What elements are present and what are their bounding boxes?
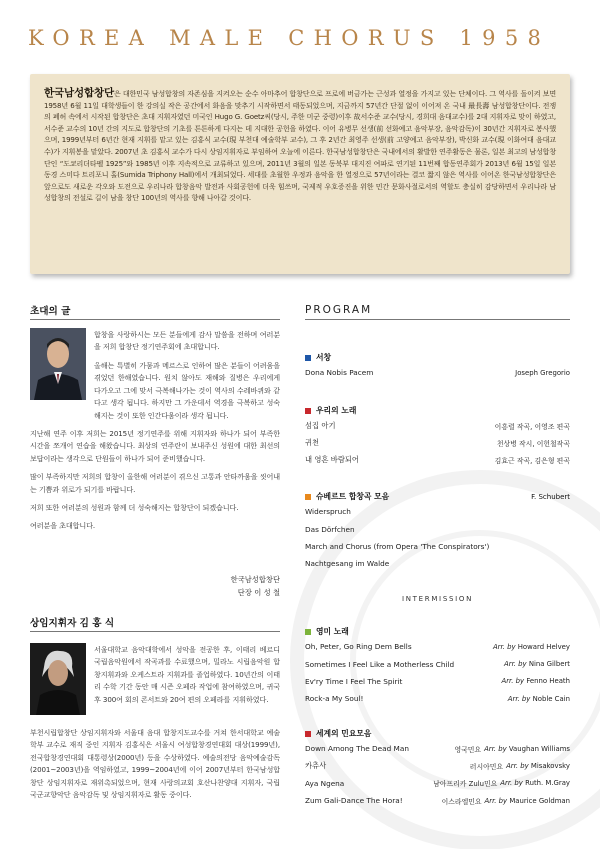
arr-prefix: Arr. by [484,796,508,805]
item-arranger [485,797,570,805]
program-item [305,792,570,809]
item-origin: 남아프리카 Zulu민요 [433,780,498,789]
item-arranger [484,745,570,753]
item-origin: 이스라엘민요 [441,797,482,806]
sign-org: 한국남성합창단 [230,575,280,584]
item-title: Aya Ngena [305,778,345,788]
arranger-name: Noble Cain [532,694,570,703]
group-color-marker [305,408,311,414]
group-color-marker [305,629,311,635]
program-item [305,417,570,434]
program-item [305,775,570,792]
item-arranger [506,762,570,770]
program-divider [305,319,570,320]
arranger-name: Ruth. M.Gray [525,779,570,788]
group-name: 영미 노래 [316,627,349,636]
conductor-para-1: 서울대학교 음악대학에서 성악을 전공한 후, 이태리 베르디 국립음악원에서 작곡과를 수료했으며, 밀라노 시립음악원 합창지휘과와 오케스트라 지휘과를 졸업하였다. 10년간의 이태리 수학 기간 동안 매 시즌 오페라 작업에 참여하였으며, 귀국 후 300여 회의 콘서트와 20여 편의 오페라를 지휘하였다. [94,645,280,704]
item-composer: 김효근 작곡, 김은형 편곡 [494,457,570,466]
arr-prefix: Arr. by [507,694,531,703]
item-title: Ev'ry Time I Feel The Spirit [305,676,403,686]
group-color-marker [305,355,311,361]
item-composer: 이흥렬 작곡, 이영조 편곡 [494,422,570,431]
history-lead: 한국남성합창단 [44,87,114,99]
group-name: 세계의 민요모음 [316,729,372,738]
item-title: 내 영혼 바람되어 [305,455,359,465]
program-item [305,555,570,572]
greeting-signature [130,573,280,599]
group-heading [305,490,570,503]
arr-prefix: Arr. by [500,779,523,788]
arr-prefix: Arr. by [504,660,527,669]
item-composer: 천상병 작시, 이헌철작곡 [496,440,570,449]
program-group-4 [305,625,570,708]
greeting-divider [30,319,280,320]
arranger-name: Fenno Heath [526,677,570,686]
history-text: 은 대한민국 남성합창의 자존심을 지켜오는 순수 아마추어 합창단으로 프로에 버금가는 근성과 열정을 가지고 있는 단체이다. 그 역사를 돌이켜 보면 1958년 6월 11일 대학생들이 한 강의실 작은 공간에서 화음을 맞추기 시작하면서 태동되었으며, 지금까지 57년간 단절 없이 이어져 온 국내 最長壽 남성합창단이다. 전쟁의 폐허 속에서 시작된 합창단은 초대 지휘자였던 미국인 Hugo G. Goetz씨(당시, 주한 미군 중령)이후 故서수준 교수(당시, 경희대 음대교수)를 2대 지휘자로 맞이 하였고, 서수준 교수의 10년 간의 지도로 합창단의 기초를 튼튼하게 다지는 데 지대한 공헌을 하였다. 이어 유병무 선생(前 선화예고 음악부장, 음악감독)이 30년간 지휘자로 봉사했으며, 1999년부터 6년간 현재 지휘를 맡고 있는 김홍식 교수(現 부천대 예술학부 교수), 그 후 2년간 최영주 선생(前 고양예고 음악부장), 박신화 교수(現 이화여대 음대교수)가 지휘봉을 맡았다. 2007년 초 김홍식 교수가 다시 상임지휘자로 부임하여 오늘에 이른다. 한국남성합창단은 국내에서의 활발한 연주활동은 물론, 일본 최고의 남성합창단인 “도쿄리더타펠 1925”와 1985년 이후 지속적으로 교류하고 있으며, 2011년 3월의 일본 동북부 대지진 여파로 연기된 11번째 합동연주회가 2013년 6월 15일 일본 동경 스미다 트리포니 홀(Sumida Triphony Hall)에서 개최되었다. 세대를 초월한 우정과 음악을 한 열정으로 57년이라는 결코 짧지 않은 역사를 이어온 한국남성합창단은 앞으로도 새로운 각오와 도전으로 우리나라 합창음악 발전과 사회공헌에 더욱 힘쓰며, 국제적 우호증진을 위한 민간 문화사절로서의 역할도 충실히 감당하면서 우리나라 남성합창의 전설로 길이 남을 창단 100년의 역사를 향해 나아갈 것이다. [44,89,556,203]
arr-prefix: Arr. by [506,762,529,771]
item-title: 귀천 [305,438,320,448]
item-title: Das Dörfchen [305,524,355,534]
group-heading [305,404,570,417]
page-title: KOREA MALE CHORUS 1958 [28,26,551,50]
item-title: Dona Nobis Pacem [305,368,374,378]
program-item [305,655,570,672]
group-name: 우리의 노래 [316,406,357,415]
greeting-para-2: 올해는 특별히 가뭄과 메르스로 인하여 많은 분들이 어려움을 겪었던 한해였습니다. 원치 않아도 재해와 질병은 우리에게 다가오고 그에 맞서 극복해나가는 것이 역사의 수레바퀴와 같다고 생각 됩니다. 하지만 그 가운데서 역경을 극복하고 성숙해지는 것이 또한 인간다움이라 생각 됩니다. [94,361,280,420]
arr-prefix: Arr. by [501,677,525,686]
intermission-label: INTERMISSION [401,595,474,603]
item-title: 섬집 아기 [305,420,336,430]
group-heading [305,727,570,740]
group-composer: F. Schubert [531,492,570,501]
item-arranger [504,660,570,668]
greeting-para-3: 지난해 연주 이후 저희는 2015년 정기연주를 위해 지휘자와 하나가 되어 부족한 시간을 쪼개어 연습을 해왔습니다. 최상의 연주란이 보내주신 성원에 대한 최선의 보답이라는 생각으로 단원들이 하나가 되어 준비했습니다. [30,429,280,463]
group-color-marker [305,731,311,737]
item-title: Sometimes I Feel Like a Motherless Child [305,659,455,669]
group-name: 슈베르트 합창곡 모음 [316,492,390,501]
program-group-2 [305,404,570,469]
item-title: March and Chorus (from Opera 'The Conspirators') [305,541,490,551]
arranger-name: Nina Gilbert [528,660,570,669]
program-item [305,690,570,707]
arr-prefix: Arr. by [484,744,507,753]
arranger-name: Maurice Goldman [509,796,570,805]
item-arranger [493,643,570,651]
arranger-name: Vaughan Williams [508,744,570,753]
conductor-para-2: 부천시립합창단 상임지휘자와 서울대 음대 합창지도교수를 거쳐 한서대학교 예술학부 교수로 재직 중인 지휘자 김홍식은 서울시 여성합창경연대회 대상(1999년), 전국합창경연대회 대통령상(2000년) 등을 수상하였다. 예술의전당 음악예술감독(2001~2003년)을 역임하였고, 1999~2004년에 이어 2007년부터 한국남성합창단 상임지휘자로 재위촉되었으며, 현재 사랑의교회 호산나찬양대 지휘자, 국립 국군교향악단 음악감독 및 상임지휘자로 활동 중이다. [30,728,280,800]
item-title: Down Among The Dead Man [305,744,409,754]
program-group-5 [305,727,570,810]
conductor-bio-top [94,644,280,712]
arranger-name: Misakovsky [530,762,570,771]
greeting-para-1: 합창을 사랑하시는 모든 분들에게 감사 말씀을 전하며 여러분을 저희 합창단 정기연주회에 초대합니다. [94,330,280,352]
item-origin: 러시아민요 [469,763,504,772]
item-origin: 영국민요 [454,745,482,754]
greeting-body [30,360,280,539]
group-heading [305,625,570,638]
program-group-3 [305,490,570,573]
program-item [305,503,570,520]
program-item [305,520,570,537]
program-group-1 [305,351,570,381]
item-composer: Joseph Gregorio [515,368,570,377]
program-item [305,757,570,774]
greeting-para-5: 저희 또한 여러분의 성원과 함께 더 성숙해지는 합창단이 되겠습니다. [30,503,239,513]
group-heading [305,351,570,364]
conductor-heading: 상임지휘자 김 홍 식 [30,618,115,629]
item-arranger [500,779,570,787]
item-title: Zum Gali-Dance The Hora! [305,796,403,806]
item-title: Nachtgesang im Walde [305,559,390,569]
item-arranger [502,677,570,685]
program-item [305,638,570,655]
program-item [305,740,570,757]
greeting-para-4: 많이 부족하지만 저희의 합창이 올한해 여러분이 겪으신 고통과 안타까움을 씻어내는 기쁨과 위로가 되기를 바랍니다. [30,472,280,494]
program-item [305,538,570,555]
greeting-intro-top [94,329,280,360]
history-box [30,74,570,274]
arranger-name: Howard Helvey [517,642,570,651]
history-paragraph [44,88,556,204]
sign-name: 단장 이 성 철 [237,588,280,597]
item-title: 카츄사 [305,761,327,771]
program-item [305,452,570,469]
program-item [305,364,570,381]
item-title: Rock-a My Soul! [305,694,364,704]
item-title: Widerspruch [305,507,351,517]
program-title: PROGRAM [305,304,373,316]
item-arranger [508,695,570,703]
conductor-bio-body [30,727,280,807]
group-color-marker [305,494,311,500]
greeting-para-6: 여러분을 초대합니다. [30,521,96,531]
program-item [305,434,570,451]
group-name: 서창 [316,353,332,362]
conductor-divider [30,631,280,632]
item-title: Oh, Peter, Go Ring Dem Bells [305,642,412,652]
program-item [305,673,570,690]
arr-prefix: Arr. by [492,642,516,651]
greeting-heading: 초대의 글 [30,306,71,317]
conductor-photo [30,643,86,715]
